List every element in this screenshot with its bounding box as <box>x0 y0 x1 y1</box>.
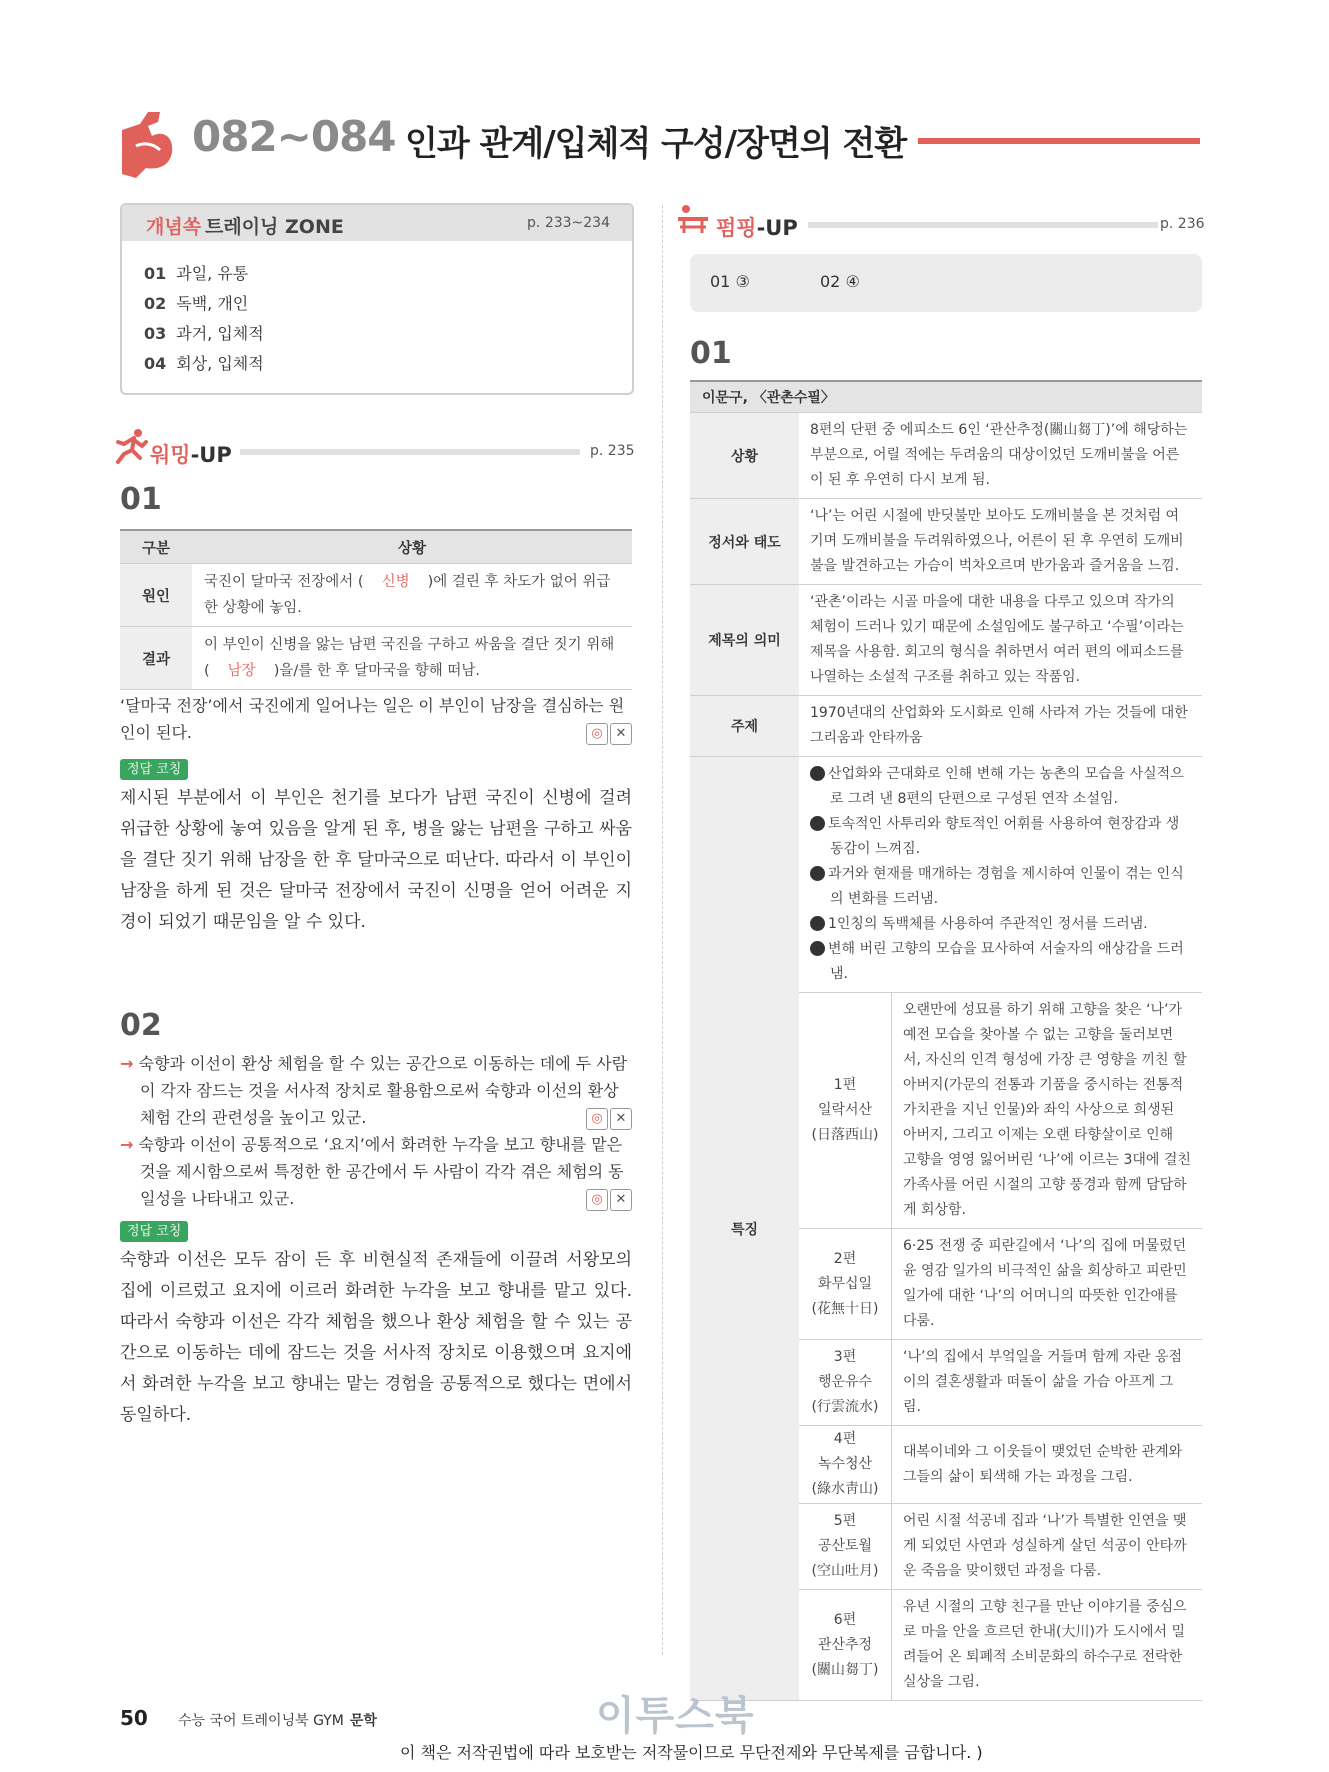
book-title: 수능 국어 트레이닝북 GYM 문학 <box>178 1713 377 1729</box>
table-row: 2편 화무십일 (花無十日) 6·25 전쟁 중 피란길에서 ‘나’의 집에 머물렀던 윤 영감 일가의 비극적인 삶을 회상하고 피란민 일가에 대한 ‘나’의 어머니의 따뜻한 인간애를 다룸. <box>690 1229 1202 1340</box>
list-item: 04 회상, 입체적 <box>144 354 264 373</box>
concept-zone-header <box>122 205 632 241</box>
coaching-text: 제시된 부분에서 이 부인은 천기를 보다가 남편 국진이 신병에 걸려 위급한 상황에 놓여 있음을 알게 된 후, 병을 앓는 남편을 구하고 싸움을 결단 짓기 위해 남장을 한 후 달마국으로 떠난다. 따라서 이 부인이 남장을 하게 된 것은 달마국 전장에서 국진이 신명을 얻어 어려운 지경이 되었기 때문임을 알 수 있다. <box>120 788 632 932</box>
column-divider <box>662 205 663 1655</box>
answer-text: 신병 <box>381 574 410 590</box>
section-bar <box>240 449 580 455</box>
work-analysis-table <box>690 380 1202 1701</box>
table-header: 상황 <box>192 530 632 564</box>
table-row: 4편 녹수청산 (綠水靑山) 대복이네와 그 이웃들이 맺었던 순박한 관계와 그들의 삶이 퇴색해 가는 과정을 그림. <box>690 1426 1202 1504</box>
coaching-badge: 정답 코칭 <box>120 1221 188 1242</box>
warming-up-label: 워밍-UP <box>150 443 232 467</box>
copyright-notice: 이 책은 저작권법에 따라 보호받는 저작물이므로 무단전제와 무단복제를 금합니다. ) <box>400 1743 983 1762</box>
pumping-page: p. 236 <box>1160 216 1205 232</box>
ox-statement: ‘달마국 전장’에서 국진에게 일어나는 일은 이 부인이 남장을 결심하는 원인이 된다. ◎ ✕ <box>120 692 632 746</box>
list-item: 03 과거, 입체적 <box>144 324 264 343</box>
bench-press-icon <box>676 203 710 239</box>
table-row: 주제 1970년대의 산업화와 도시화로 인해 사라져 가는 것들에 대한 그리움과 안타까움 <box>690 696 1202 757</box>
o-mark-icon[interactable]: ◎ <box>586 1108 608 1130</box>
warming-page: p. 235 <box>590 443 635 459</box>
o-mark-icon[interactable]: ◎ <box>586 723 608 745</box>
question-number: 02 <box>120 1008 162 1043</box>
table-row: 5편 공산토월 (空山吐月) 어린 시절 석공네 집과 ‘나’가 특별한 인연을 맺게 되었던 사연과 성실하게 살던 석공이 안타까운 죽음을 맞이했던 과정을 다룸. <box>690 1504 1202 1590</box>
title-rule <box>918 138 1200 144</box>
ox-statement: → 숙향과 이선이 공통적으로 ‘요지’에서 화려한 누각을 보고 향내를 맡은 것을 제시함으로써 특정한 한 공간에서 두 사람이 각각 겪은 체험의 동일성을 나타내고 있군. ◎ ✕ <box>120 1131 632 1212</box>
concept-zone-subtitle: 트레이닝 ZONE <box>205 216 344 238</box>
question-number: 01 <box>120 482 162 517</box>
ox-statement: → 숙향과 이선이 환상 체험을 할 수 있는 공간으로 이동하는 데에 두 사람이 각자 잠드는 것을 서사적 장치로 활용함으로써 숙향과 이선의 환상 체험 간의 관련성을 높이고 있군. ◎ ✕ <box>120 1050 632 1131</box>
table-header: 구분 <box>120 530 192 564</box>
table-row: 3편 행운유수 (行雲流水) ‘나’의 집에서 부엌일을 거들며 함께 자란 옹점이의 결혼생활과 떠돌이 삶을 가슴 아프게 그림. <box>690 1340 1202 1426</box>
o-mark-icon[interactable]: ◎ <box>586 1189 608 1211</box>
runner-icon <box>114 428 148 464</box>
table-row: 1편 일락서산 (日落西山) 오랜만에 성묘를 하기 위해 고향을 찾은 ‘나’가 예전 모습을 찾아볼 수 없는 고향을 둘러보면서, 자신의 인격 형성에 가장 큰 영향을 끼친 할아버지(가문의 전통과 기품을 중시하는 전통적 가치관을 지닌 인물)와 좌익 사상으로 희생된 아버지, 그리고 이제는 오랜 타향살이로 인해 고향을 영영 잃어버린 ‘나’에 이르는 3대에 걸친 가족사를 어린 시절의 고향 풍경과 함께 담담하게 회상함. <box>690 993 1202 1229</box>
table-row: 정서와 태도 ‘나’는 어린 시절에 반딧불만 보아도 도깨비불을 본 것처럼 여기며 도깨비불을 두려워하였으나, 어른이 된 후 우연히 도깨비불을 발견하고는 가슴이 벅차오르며 반가움과 즐거움을 느낌. <box>690 499 1202 585</box>
x-mark-icon[interactable]: ✕ <box>610 723 632 745</box>
answer-item: 02 ④ <box>820 272 860 291</box>
list-item: 02 독백, 개인 <box>144 294 249 313</box>
table-row: 원인 국진이 달마국 전장에서 ( 신병 )에 걸린 후 차도가 없어 위급한 상황에 놓임. <box>120 564 632 627</box>
answer-text: 남장 <box>227 663 256 679</box>
concept-zone-brand: 개념쏙 <box>146 216 202 238</box>
pumping-up-label: 펌핑-UP <box>716 216 798 240</box>
cause-effect-table <box>120 529 632 690</box>
table-caption: 이문구, 〈관촌수필〉 <box>690 381 1202 413</box>
muscle-arm-icon <box>118 108 176 178</box>
publisher-logo: 이투스북 <box>596 1693 755 1739</box>
answer-box <box>690 254 1202 312</box>
table-row: 제목의 의미 ‘관촌’이라는 시골 마을에 대한 내용을 다루고 있으며 작가의 체험이 드러나 있기 때문에 소설임에도 불구하고 ‘수필’이라는 제목을 사용함. 회고의 형식을 취하면서 여러 편의 에피소드를 나열하는 소설적 구조를 취하고 있는 작품임. <box>690 585 1202 696</box>
question-number: 01 <box>690 336 732 371</box>
list-item: 01 과일, 유통 <box>144 264 249 283</box>
coaching-text: 숙향과 이선은 모두 잠이 든 후 비현실적 존재들에 이끌려 서왕모의 집에 이르렀고 요지에 이르러 화려한 누각을 보고 향내를 맡고 있다. 따라서 숙향과 이선은 각각 체험을 했으나 환상 체험을 할 수 있는 공간으로 이동하는 데에 잠드는 것을 서사적 장치로 이용했으며 요지에서 화려한 누각을 보고 향내는 맡는 경험을 공통적으로 했다는 면에서 동일하다. <box>120 1250 632 1425</box>
table-row: 결과 이 부인이 신병을 앓는 남편 국진을 구하고 싸움을 결단 짓기 위해 ( 남장 )을/를 한 후 달마국을 향해 떠남. <box>120 627 632 690</box>
table-row: 6편 관산추정 (關山芻丁) 유년 시절의 고향 친구를 만난 이야기를 중심으로 마을 안을 흐르던 한내(大川)가 도시에서 밀려들어 온 퇴폐적 소비문화의 하수구로 전락한 실상을 그림. <box>690 1590 1202 1701</box>
answer-item: 01 ③ <box>710 272 750 291</box>
unit-range: 082~084 <box>192 112 396 161</box>
x-mark-icon[interactable]: ✕ <box>610 1189 632 1211</box>
x-mark-icon[interactable]: ✕ <box>610 1108 632 1130</box>
page-title: 인과 관계/입체적 구성/장면의 전환 <box>405 124 907 164</box>
concept-zone-box <box>120 203 634 395</box>
section-bar <box>808 222 1158 228</box>
page-number: 50 <box>120 1706 148 1730</box>
concept-zone-page: p. 233~234 <box>527 215 610 231</box>
concept-answer-list <box>144 261 264 381</box>
coaching-badge: 정답 코칭 <box>120 759 188 780</box>
table-row: 특징 1 산업화와 근대화로 인해 변해 가는 농촌의 모습을 사실적으로 그려 낸 8편의 단편으로 구성된 연작 소설임. 2 토속적인 사투리와 향토적인 어휘를 사용하여 현장감과 생동감이 느껴짐. 3 과거와 현재를 매개하는 경험을 제시하여 인물이 겪는 인식의 변화를 드러냄. 4 1인칭의 독백체를 사용하여 주관적인 정서를 드러냄. 5 변해 버린 고향의 모습을 묘사하여 서술자의 애상감을 드러냄. <box>690 757 1202 993</box>
table-row: 상황 8편의 단편 중 에피소드 6인 ‘관산추정(關山芻丁)’에 해당하는 부분으로, 어릴 적에는 두려움의 대상이었던 도깨비불을 어른이 된 후 우연히 다시 보게 됨. <box>690 413 1202 499</box>
